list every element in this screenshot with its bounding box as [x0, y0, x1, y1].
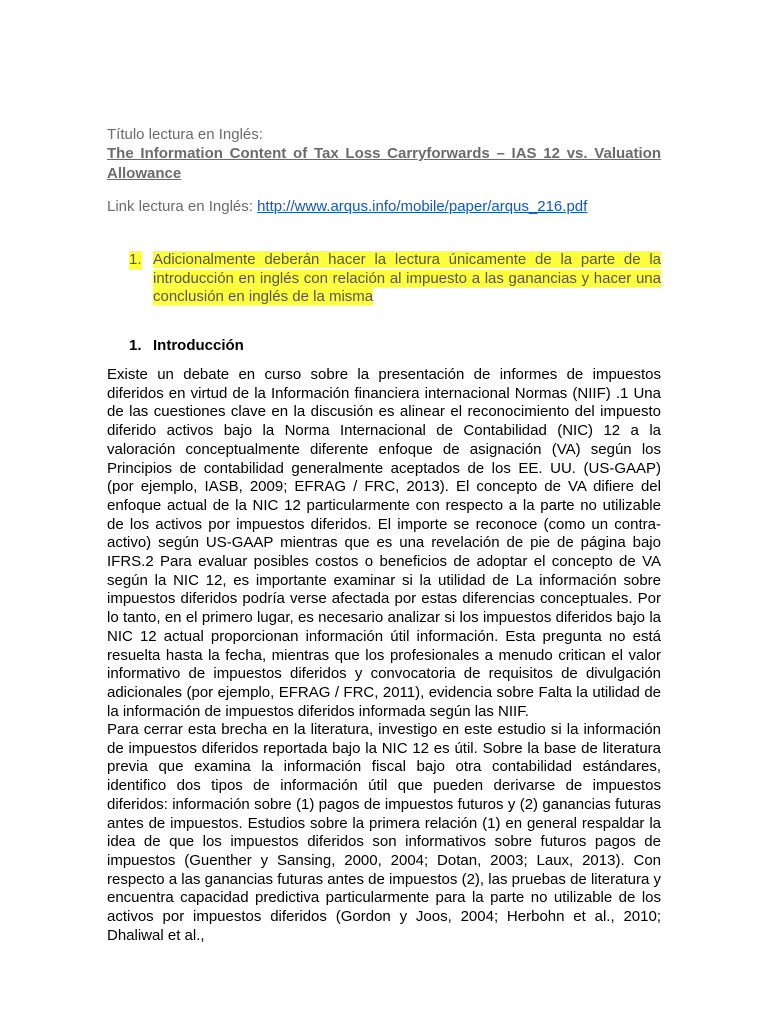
instructions-list: [107, 251, 661, 307]
instruction-item: [107, 251, 661, 307]
instruction-number: 1.: [129, 251, 142, 268]
paragraph-2: Para cerrar esta brecha en la literatura, investigo en este estudio si la información de impuestos diferidos reportada bajo la NIC 12 es útil. Sobre la base de literatura previa que examina la información fiscal bajo otra contabilidad estándares, identifico dos tipos de información útil que pueden derivarse de impuestos diferidos: información sobre (1) pagos de impuestos futuros y (2) ganancias futuras antes de impuestos. Estudios sobre la primera relación (1) en general respaldar la idea de que los impuestos diferidos son informativos sobre futuros pagos de impuestos (Guenther y Sansing, 2000, 2004; Dotan, 2003; Laux, 2013). Con respecto a las ganancias futuras antes de impuestos (2), las pruebas de literatura y encuentra capacidad predictiva particularmente para la parte no utilizable de los activos por impuestos diferidos (Gordon y Joos, 2004; Herbohn et al., 2010; Dhaliwal et al.,: [107, 721, 661, 944]
reading-link[interactable]: http://www.arqus.info/mobile/paper/arqus_216.pdf: [257, 198, 588, 215]
reading-title: The Information Content of Tax Loss Carryforwards – IAS 12 vs. Valuation Allowance: [107, 145, 661, 182]
paragraph-1: Existe un debate en curso sobre la presentación de informes de impuestos diferidos en virtud de la Información financiera internacional Normas (NIIF) .1 Una de las cuestiones clave en la discusión es alinear el reconocimiento del impuesto diferido activos bajo la Norma Internacional de Contabilidad (NIC) 12 a la valoración conceptualmente diferente enfoque de asignación (VA) según los Principios de contabilidad generalmente aceptados de los EE. UU. (US-GAAP) (por ejemplo, IASB, 2009; EFRAG / FRC, 2013). El concepto de VA difiere del enfoque actual de la NIC 12 particularmente con respecto a la parte no utilizable de los activos por impuestos diferidos. El importe se reconoce (como un contra-activo) según US-GAAP mientras que es una revelación de pie de página bajo IFRS.2 Para evaluar posibles costos o beneficios de adoptar el concepto de VA según la NIC 12, es importante examinar si la utilidad de La información sobre impuestos diferidos podría verse afectada por estas diferencias conceptuales. Por lo tanto, en el primero lugar, es necesario analizar si los impuestos diferidos bajo la NIC 12 actual proporcionan información útil información. Esta pregunta no está resuelta hasta la fecha, mientras que los profesionales a menudo critican el valor informativo de impuestos diferidos y convocatoria de requisitos de divulgación adicionales (por ejemplo, EFRAG / FRC, 2011), evidencia sobre Falta la utilidad de la información de impuestos diferidos informada según las NIIF.: [107, 366, 661, 720]
reading-link-line: [107, 197, 587, 217]
reading-title-label: Título lectura en Inglés:: [107, 126, 263, 143]
section-heading: [107, 336, 661, 356]
section-number: 1.: [129, 337, 142, 354]
section-heading-text: Introducción: [153, 337, 244, 354]
reading-link-label: Link lectura en Inglés:: [107, 198, 258, 215]
instruction-text: Adicionalmente deberán hacer la lectura únicamente de la parte de la introducción en inglés con relación al impuesto a las ganancias y hacer una conclusión en inglés de la misma: [153, 251, 661, 305]
